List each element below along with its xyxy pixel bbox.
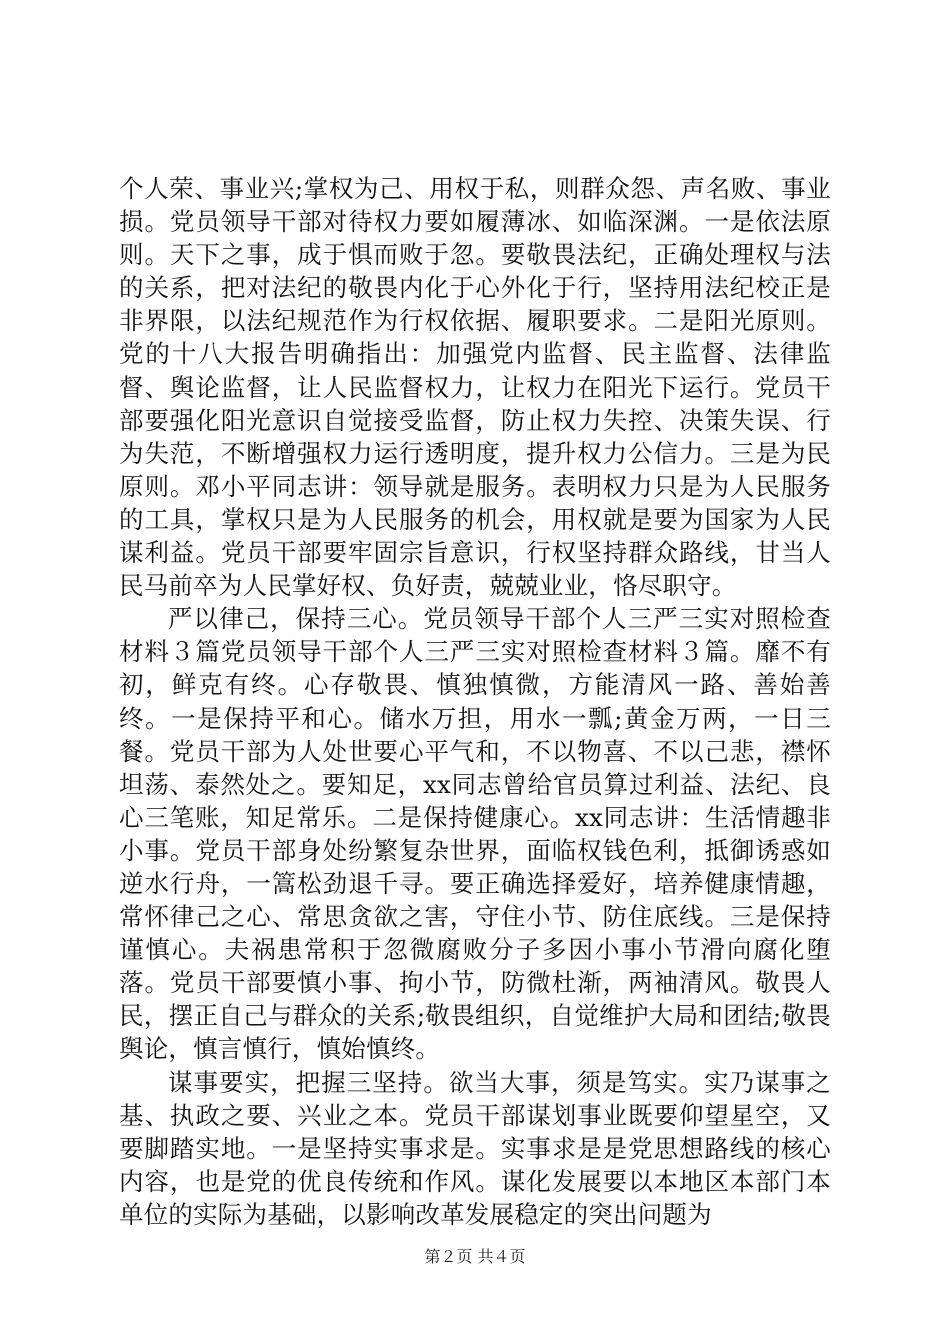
page-number-footer: 第２页 共４页	[424, 1247, 526, 1266]
paragraph-3: 谋事要实，把握三坚持。欲当大事，须是笃实。实乃谋事之基、执政之要、兴业之本。党员干部谋划事业既要仰望星空，又要脚踏实地。一是坚持实事求是。实事求是是党思想路线的核心内容，也是党的优良传统和作风。谋化发展要以本地区本部门本单位的实际为基础，以影响改革发展稳定的突出问题为	[119, 1067, 831, 1229]
paragraph-1: 个人荣、事业兴;掌权为己、用权于私，则群众怨、声名败、事业损。党员领导干部对待权力要如履薄冰、如临深渊。一是依法原则。天下之事，成于惧而败于忽。要敬畏法纪，正确处理权与法的关系，把对法纪的敬畏内化于心外化于行，坚持用法纪校正是非界限，以法纪规范作为行权依据、履职要求。二是阳光原则。党的十八大报告明确指出：加强党内监督、民主监督、法律监督、舆论监督，让人民监督权力，让权力在阳光下运行。党员干部要强化阳光意识自觉接受监督，防止权力失控、决策失误、行为失范，不断增强权力运行透明度，提升权力公信力。三是为民原则。邓小平同志讲：领导就是服务。表明权力只是为人民服务的工具，掌权只是为人民服务的机会，用权就是要为国家为人民谋利益。党员干部要牢固宗旨意识，行权坚持群众路线，甘当人民马前卒为人民掌好权、负好责，兢兢业业，恪尽职守。	[119, 174, 831, 601]
paragraph-2: 严以律己，保持三心。党员领导干部个人三严三实对照检查材料３篇党员领导干部个人三严三实对照检查材料３篇。靡不有初，鲜克有终。心存敬畏、慎独慎微，方能清风一路、善始善终。一是保持平和心。储水万担，用水一瓢;黄金万两，一日三餐。党员干部为人处世要心平气和，不以物喜、不以己悲，襟怀坦荡、泰然处之。要知足，xx同志曾给官员算过利益、法纪、良心三笔账，知足常乐。二是保持健康心。xx同志讲：生活情趣非小事。党员干部身处纷繁复杂世界，面临权钱色利，抵御诱惑如逆水行舟，一篙松劲退千寻。要正确选择爱好，培养健康情趣，常怀律己之心、常思贪欲之害，守住小节、防住底线。三是保持谨慎心。夫祸患常积于忽微腐败分子多因小事小节滑向腐化堕落。党员干部要慎小事、拘小节，防微杜渐，两袖清风。敬畏人民，摆正自己与群众的关系;敬畏组织，自觉维护大局和团结;敬畏舆论，慎言慎行，慎始慎终。	[119, 604, 831, 1064]
document-body	[119, 172, 831, 1231]
